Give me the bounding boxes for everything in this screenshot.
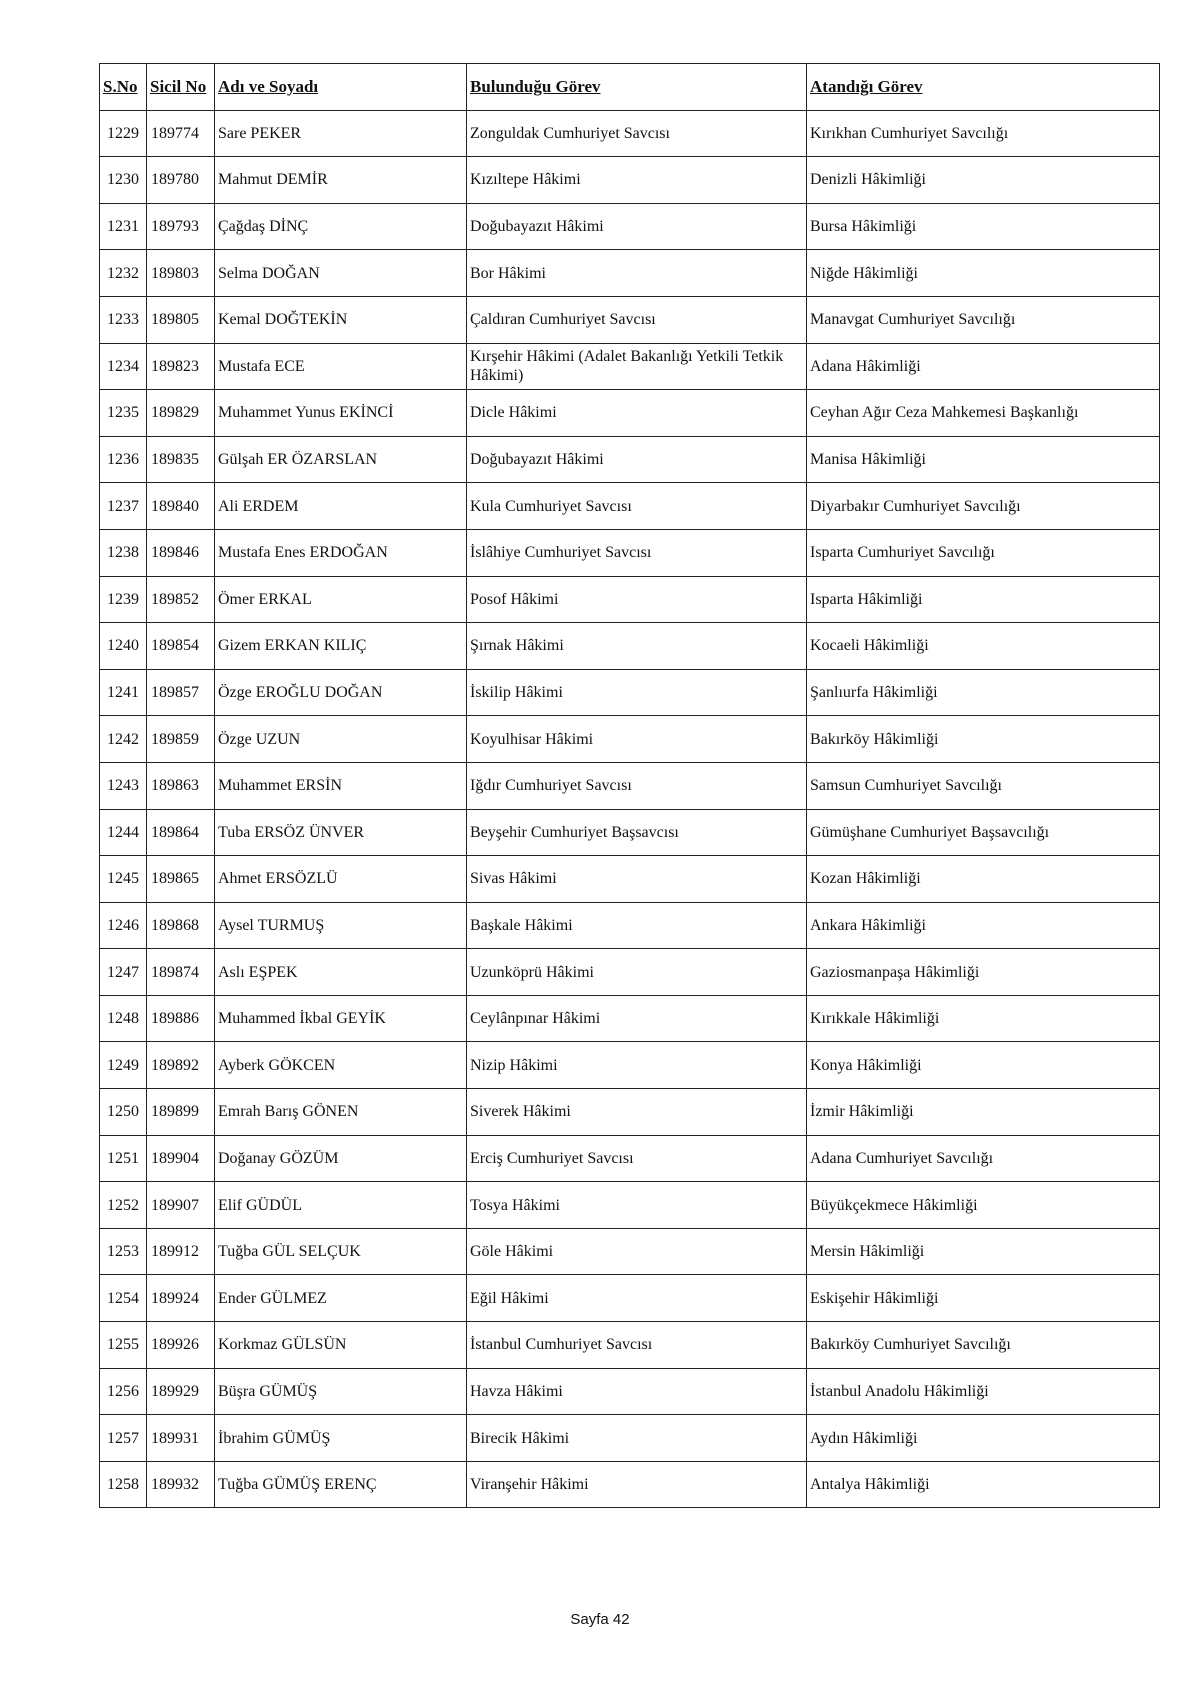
cell-current-post: İstanbul Cumhuriyet Savcısı bbox=[467, 1322, 807, 1369]
cell-name: Mahmut DEMİR bbox=[215, 157, 467, 204]
cell-sno: 1251 bbox=[100, 1135, 147, 1182]
table-row bbox=[100, 1228, 1160, 1275]
cell-current-post: Erciş Cumhuriyet Savcısı bbox=[467, 1135, 807, 1182]
cell-current-post: Kızıltepe Hâkimi bbox=[467, 157, 807, 204]
cell-name: Mustafa ECE bbox=[215, 343, 467, 390]
cell-assigned-post: Adana Cumhuriyet Savcılığı bbox=[807, 1135, 1160, 1182]
cell-sno: 1233 bbox=[100, 296, 147, 343]
cell-name: Elif GÜDÜL bbox=[215, 1182, 467, 1229]
cell-sicil-no: 189931 bbox=[147, 1415, 215, 1462]
table-row bbox=[100, 1275, 1160, 1322]
cell-current-post: İslâhiye Cumhuriyet Savcısı bbox=[467, 529, 807, 576]
cell-assigned-post: İzmir Hâkimliği bbox=[807, 1089, 1160, 1136]
cell-sno: 1247 bbox=[100, 949, 147, 996]
table-header-row bbox=[100, 64, 1160, 111]
cell-name: Emrah Barış GÖNEN bbox=[215, 1089, 467, 1136]
cell-sno: 1257 bbox=[100, 1415, 147, 1462]
cell-name: Korkmaz GÜLSÜN bbox=[215, 1322, 467, 1369]
cell-name: Muhammed İkbal GEYİK bbox=[215, 995, 467, 1042]
cell-current-post: Dicle Hâkimi bbox=[467, 390, 807, 437]
table-row bbox=[100, 1461, 1160, 1508]
cell-assigned-post: Isparta Hâkimliği bbox=[807, 576, 1160, 623]
cell-assigned-post: Gümüşhane Cumhuriyet Başsavcılığı bbox=[807, 809, 1160, 856]
cell-current-post: Eğil Hâkimi bbox=[467, 1275, 807, 1322]
cell-sno: 1258 bbox=[100, 1461, 147, 1508]
cell-sicil-no: 189907 bbox=[147, 1182, 215, 1229]
cell-name: Özge EROĞLU DOĞAN bbox=[215, 669, 467, 716]
cell-sicil-no: 189859 bbox=[147, 716, 215, 763]
cell-name: Çağdaş DİNÇ bbox=[215, 203, 467, 250]
cell-assigned-post: Konya Hâkimliği bbox=[807, 1042, 1160, 1089]
table-row bbox=[100, 529, 1160, 576]
cell-sicil-no: 189899 bbox=[147, 1089, 215, 1136]
table-row bbox=[100, 809, 1160, 856]
cell-assigned-post: Büyükçekmece Hâkimliği bbox=[807, 1182, 1160, 1229]
cell-name: Ender GÜLMEZ bbox=[215, 1275, 467, 1322]
cell-sicil-no: 189780 bbox=[147, 157, 215, 204]
cell-assigned-post: Manavgat Cumhuriyet Savcılığı bbox=[807, 296, 1160, 343]
cell-assigned-post: Kocaeli Hâkimliği bbox=[807, 623, 1160, 670]
cell-sno: 1245 bbox=[100, 856, 147, 903]
table-row bbox=[100, 902, 1160, 949]
table-row bbox=[100, 995, 1160, 1042]
cell-sno: 1244 bbox=[100, 809, 147, 856]
cell-current-post: Başkale Hâkimi bbox=[467, 902, 807, 949]
cell-sno: 1230 bbox=[100, 157, 147, 204]
cell-name: Kemal DOĞTEKİN bbox=[215, 296, 467, 343]
cell-sicil-no: 189774 bbox=[147, 110, 215, 157]
cell-assigned-post: Manisa Hâkimliği bbox=[807, 436, 1160, 483]
cell-current-post: Siverek Hâkimi bbox=[467, 1089, 807, 1136]
cell-current-post: Beyşehir Cumhuriyet Başsavcısı bbox=[467, 809, 807, 856]
cell-assigned-post: Bakırköy Hâkimliği bbox=[807, 716, 1160, 763]
appointment-table bbox=[99, 63, 1160, 1508]
cell-sno: 1232 bbox=[100, 250, 147, 297]
cell-sno: 1231 bbox=[100, 203, 147, 250]
table-row bbox=[100, 483, 1160, 530]
cell-name: Büşra GÜMÜŞ bbox=[215, 1368, 467, 1415]
cell-current-post: Zonguldak Cumhuriyet Savcısı bbox=[467, 110, 807, 157]
cell-name: Aslı EŞPEK bbox=[215, 949, 467, 996]
cell-sicil-no: 189854 bbox=[147, 623, 215, 670]
table-row bbox=[100, 390, 1160, 437]
cell-current-post: Nizip Hâkimi bbox=[467, 1042, 807, 1089]
table-row bbox=[100, 1322, 1160, 1369]
cell-current-post: Posof Hâkimi bbox=[467, 576, 807, 623]
cell-name: Selma DOĞAN bbox=[215, 250, 467, 297]
cell-assigned-post: Bursa Hâkimliği bbox=[807, 203, 1160, 250]
cell-sicil-no: 189829 bbox=[147, 390, 215, 437]
table-row bbox=[100, 669, 1160, 716]
cell-sicil-no: 189805 bbox=[147, 296, 215, 343]
cell-sicil-no: 189864 bbox=[147, 809, 215, 856]
cell-name: İbrahim GÜMÜŞ bbox=[215, 1415, 467, 1462]
cell-current-post: Sivas Hâkimi bbox=[467, 856, 807, 903]
cell-sicil-no: 189892 bbox=[147, 1042, 215, 1089]
cell-name: Gizem ERKAN KILIÇ bbox=[215, 623, 467, 670]
cell-current-post: Ceylânpınar Hâkimi bbox=[467, 995, 807, 1042]
table-row bbox=[100, 110, 1160, 157]
table-row bbox=[100, 576, 1160, 623]
cell-current-post: Birecik Hâkimi bbox=[467, 1415, 807, 1462]
cell-assigned-post: Kırıkhan Cumhuriyet Savcılığı bbox=[807, 110, 1160, 157]
cell-current-post: Doğubayazıt Hâkimi bbox=[467, 436, 807, 483]
cell-assigned-post: Adana Hâkimliği bbox=[807, 343, 1160, 390]
cell-current-post: Çaldıran Cumhuriyet Savcısı bbox=[467, 296, 807, 343]
cell-name: Doğanay GÖZÜM bbox=[215, 1135, 467, 1182]
cell-current-post: Göle Hâkimi bbox=[467, 1228, 807, 1275]
cell-sicil-no: 189865 bbox=[147, 856, 215, 903]
cell-sicil-no: 189852 bbox=[147, 576, 215, 623]
cell-assigned-post: Gaziosmanpaşa Hâkimliği bbox=[807, 949, 1160, 996]
cell-name: Muhammet Yunus EKİNCİ bbox=[215, 390, 467, 437]
cell-current-post: Viranşehir Hâkimi bbox=[467, 1461, 807, 1508]
table-row bbox=[100, 856, 1160, 903]
cell-assigned-post: Bakırköy Cumhuriyet Savcılığı bbox=[807, 1322, 1160, 1369]
cell-name: Ali ERDEM bbox=[215, 483, 467, 530]
cell-name: Ömer ERKAL bbox=[215, 576, 467, 623]
cell-sicil-no: 189874 bbox=[147, 949, 215, 996]
cell-sicil-no: 189846 bbox=[147, 529, 215, 576]
table-row bbox=[100, 623, 1160, 670]
cell-current-post: Kula Cumhuriyet Savcısı bbox=[467, 483, 807, 530]
cell-assigned-post: Denizli Hâkimliği bbox=[807, 157, 1160, 204]
table-body bbox=[100, 110, 1160, 1508]
cell-sno: 1256 bbox=[100, 1368, 147, 1415]
cell-sno: 1254 bbox=[100, 1275, 147, 1322]
cell-sno: 1241 bbox=[100, 669, 147, 716]
cell-sno: 1242 bbox=[100, 716, 147, 763]
table-row bbox=[100, 716, 1160, 763]
table-row bbox=[100, 949, 1160, 996]
cell-name: Tuba ERSÖZ ÜNVER bbox=[215, 809, 467, 856]
cell-sno: 1243 bbox=[100, 762, 147, 809]
table-row bbox=[100, 1415, 1160, 1462]
cell-name: Gülşah ER ÖZARSLAN bbox=[215, 436, 467, 483]
cell-name: Aysel TURMUŞ bbox=[215, 902, 467, 949]
cell-sicil-no: 189823 bbox=[147, 343, 215, 390]
cell-sicil-no: 189929 bbox=[147, 1368, 215, 1415]
cell-name: Mustafa Enes ERDOĞAN bbox=[215, 529, 467, 576]
cell-sno: 1255 bbox=[100, 1322, 147, 1369]
cell-current-post: İskilip Hâkimi bbox=[467, 669, 807, 716]
cell-current-post: Şırnak Hâkimi bbox=[467, 623, 807, 670]
table-row bbox=[100, 203, 1160, 250]
cell-sno: 1238 bbox=[100, 529, 147, 576]
header-current-post: Bulunduğu Görev bbox=[467, 64, 807, 111]
cell-sno: 1235 bbox=[100, 390, 147, 437]
header-sno: S.No bbox=[100, 64, 147, 111]
table-row bbox=[100, 436, 1160, 483]
cell-name: Ayberk GÖKCEN bbox=[215, 1042, 467, 1089]
cell-assigned-post: Isparta Cumhuriyet Savcılığı bbox=[807, 529, 1160, 576]
cell-sicil-no: 189803 bbox=[147, 250, 215, 297]
cell-current-post: Kırşehir Hâkimi (Adalet Bakanlığı Yetkili Tetkik Hâkimi) bbox=[467, 343, 807, 390]
cell-sicil-no: 189857 bbox=[147, 669, 215, 716]
cell-current-post: Bor Hâkimi bbox=[467, 250, 807, 297]
cell-sno: 1246 bbox=[100, 902, 147, 949]
table-row bbox=[100, 296, 1160, 343]
cell-name: Özge UZUN bbox=[215, 716, 467, 763]
cell-name: Ahmet ERSÖZLÜ bbox=[215, 856, 467, 903]
cell-name: Sare PEKER bbox=[215, 110, 467, 157]
table-row bbox=[100, 1089, 1160, 1136]
header-name: Adı ve Soyadı bbox=[215, 64, 467, 111]
cell-assigned-post: Antalya Hâkimliği bbox=[807, 1461, 1160, 1508]
cell-sno: 1237 bbox=[100, 483, 147, 530]
cell-current-post: Koyulhisar Hâkimi bbox=[467, 716, 807, 763]
cell-current-post: Havza Hâkimi bbox=[467, 1368, 807, 1415]
cell-assigned-post: Şanlıurfa Hâkimliği bbox=[807, 669, 1160, 716]
cell-current-post: Tosya Hâkimi bbox=[467, 1182, 807, 1229]
cell-name: Tuğba GÜMÜŞ ERENÇ bbox=[215, 1461, 467, 1508]
cell-sno: 1250 bbox=[100, 1089, 147, 1136]
cell-sicil-no: 189886 bbox=[147, 995, 215, 1042]
cell-sno: 1239 bbox=[100, 576, 147, 623]
cell-current-post: Iğdır Cumhuriyet Savcısı bbox=[467, 762, 807, 809]
cell-sno: 1253 bbox=[100, 1228, 147, 1275]
cell-assigned-post: Eskişehir Hâkimliği bbox=[807, 1275, 1160, 1322]
cell-assigned-post: Kozan Hâkimliği bbox=[807, 856, 1160, 903]
cell-assigned-post: Samsun Cumhuriyet Savcılığı bbox=[807, 762, 1160, 809]
cell-name: Muhammet ERSİN bbox=[215, 762, 467, 809]
page-number: Sayfa 42 bbox=[570, 1611, 630, 1628]
cell-assigned-post: Niğde Hâkimliği bbox=[807, 250, 1160, 297]
table-row bbox=[100, 250, 1160, 297]
table-row bbox=[100, 1182, 1160, 1229]
cell-current-post: Uzunköprü Hâkimi bbox=[467, 949, 807, 996]
cell-assigned-post: Kırıkkale Hâkimliği bbox=[807, 995, 1160, 1042]
cell-sno: 1240 bbox=[100, 623, 147, 670]
cell-sicil-no: 189924 bbox=[147, 1275, 215, 1322]
cell-sno: 1229 bbox=[100, 110, 147, 157]
cell-current-post: Doğubayazıt Hâkimi bbox=[467, 203, 807, 250]
cell-sno: 1248 bbox=[100, 995, 147, 1042]
table-row bbox=[100, 157, 1160, 204]
cell-sicil-no: 189926 bbox=[147, 1322, 215, 1369]
cell-sicil-no: 189840 bbox=[147, 483, 215, 530]
table-row bbox=[100, 343, 1160, 390]
cell-name: Tuğba GÜL SELÇUK bbox=[215, 1228, 467, 1275]
cell-assigned-post: Diyarbakır Cumhuriyet Savcılığı bbox=[807, 483, 1160, 530]
cell-sicil-no: 189868 bbox=[147, 902, 215, 949]
cell-assigned-post: İstanbul Anadolu Hâkimliği bbox=[807, 1368, 1160, 1415]
cell-assigned-post: Ankara Hâkimliği bbox=[807, 902, 1160, 949]
cell-sno: 1249 bbox=[100, 1042, 147, 1089]
cell-sicil-no: 189932 bbox=[147, 1461, 215, 1508]
cell-assigned-post: Ceyhan Ağır Ceza Mahkemesi Başkanlığı bbox=[807, 390, 1160, 437]
table-row bbox=[100, 1368, 1160, 1415]
cell-sicil-no: 189793 bbox=[147, 203, 215, 250]
cell-sicil-no: 189904 bbox=[147, 1135, 215, 1182]
header-sicil-no: Sicil No bbox=[147, 64, 215, 111]
cell-sicil-no: 189835 bbox=[147, 436, 215, 483]
header-assigned-post: Atandığı Görev bbox=[807, 64, 1160, 111]
cell-sno: 1234 bbox=[100, 343, 147, 390]
cell-assigned-post: Mersin Hâkimliği bbox=[807, 1228, 1160, 1275]
table-row bbox=[100, 1042, 1160, 1089]
cell-sno: 1236 bbox=[100, 436, 147, 483]
cell-sicil-no: 189912 bbox=[147, 1228, 215, 1275]
table-row bbox=[100, 1135, 1160, 1182]
cell-sicil-no: 189863 bbox=[147, 762, 215, 809]
table-row bbox=[100, 762, 1160, 809]
cell-sno: 1252 bbox=[100, 1182, 147, 1229]
cell-assigned-post: Aydın Hâkimliği bbox=[807, 1415, 1160, 1462]
